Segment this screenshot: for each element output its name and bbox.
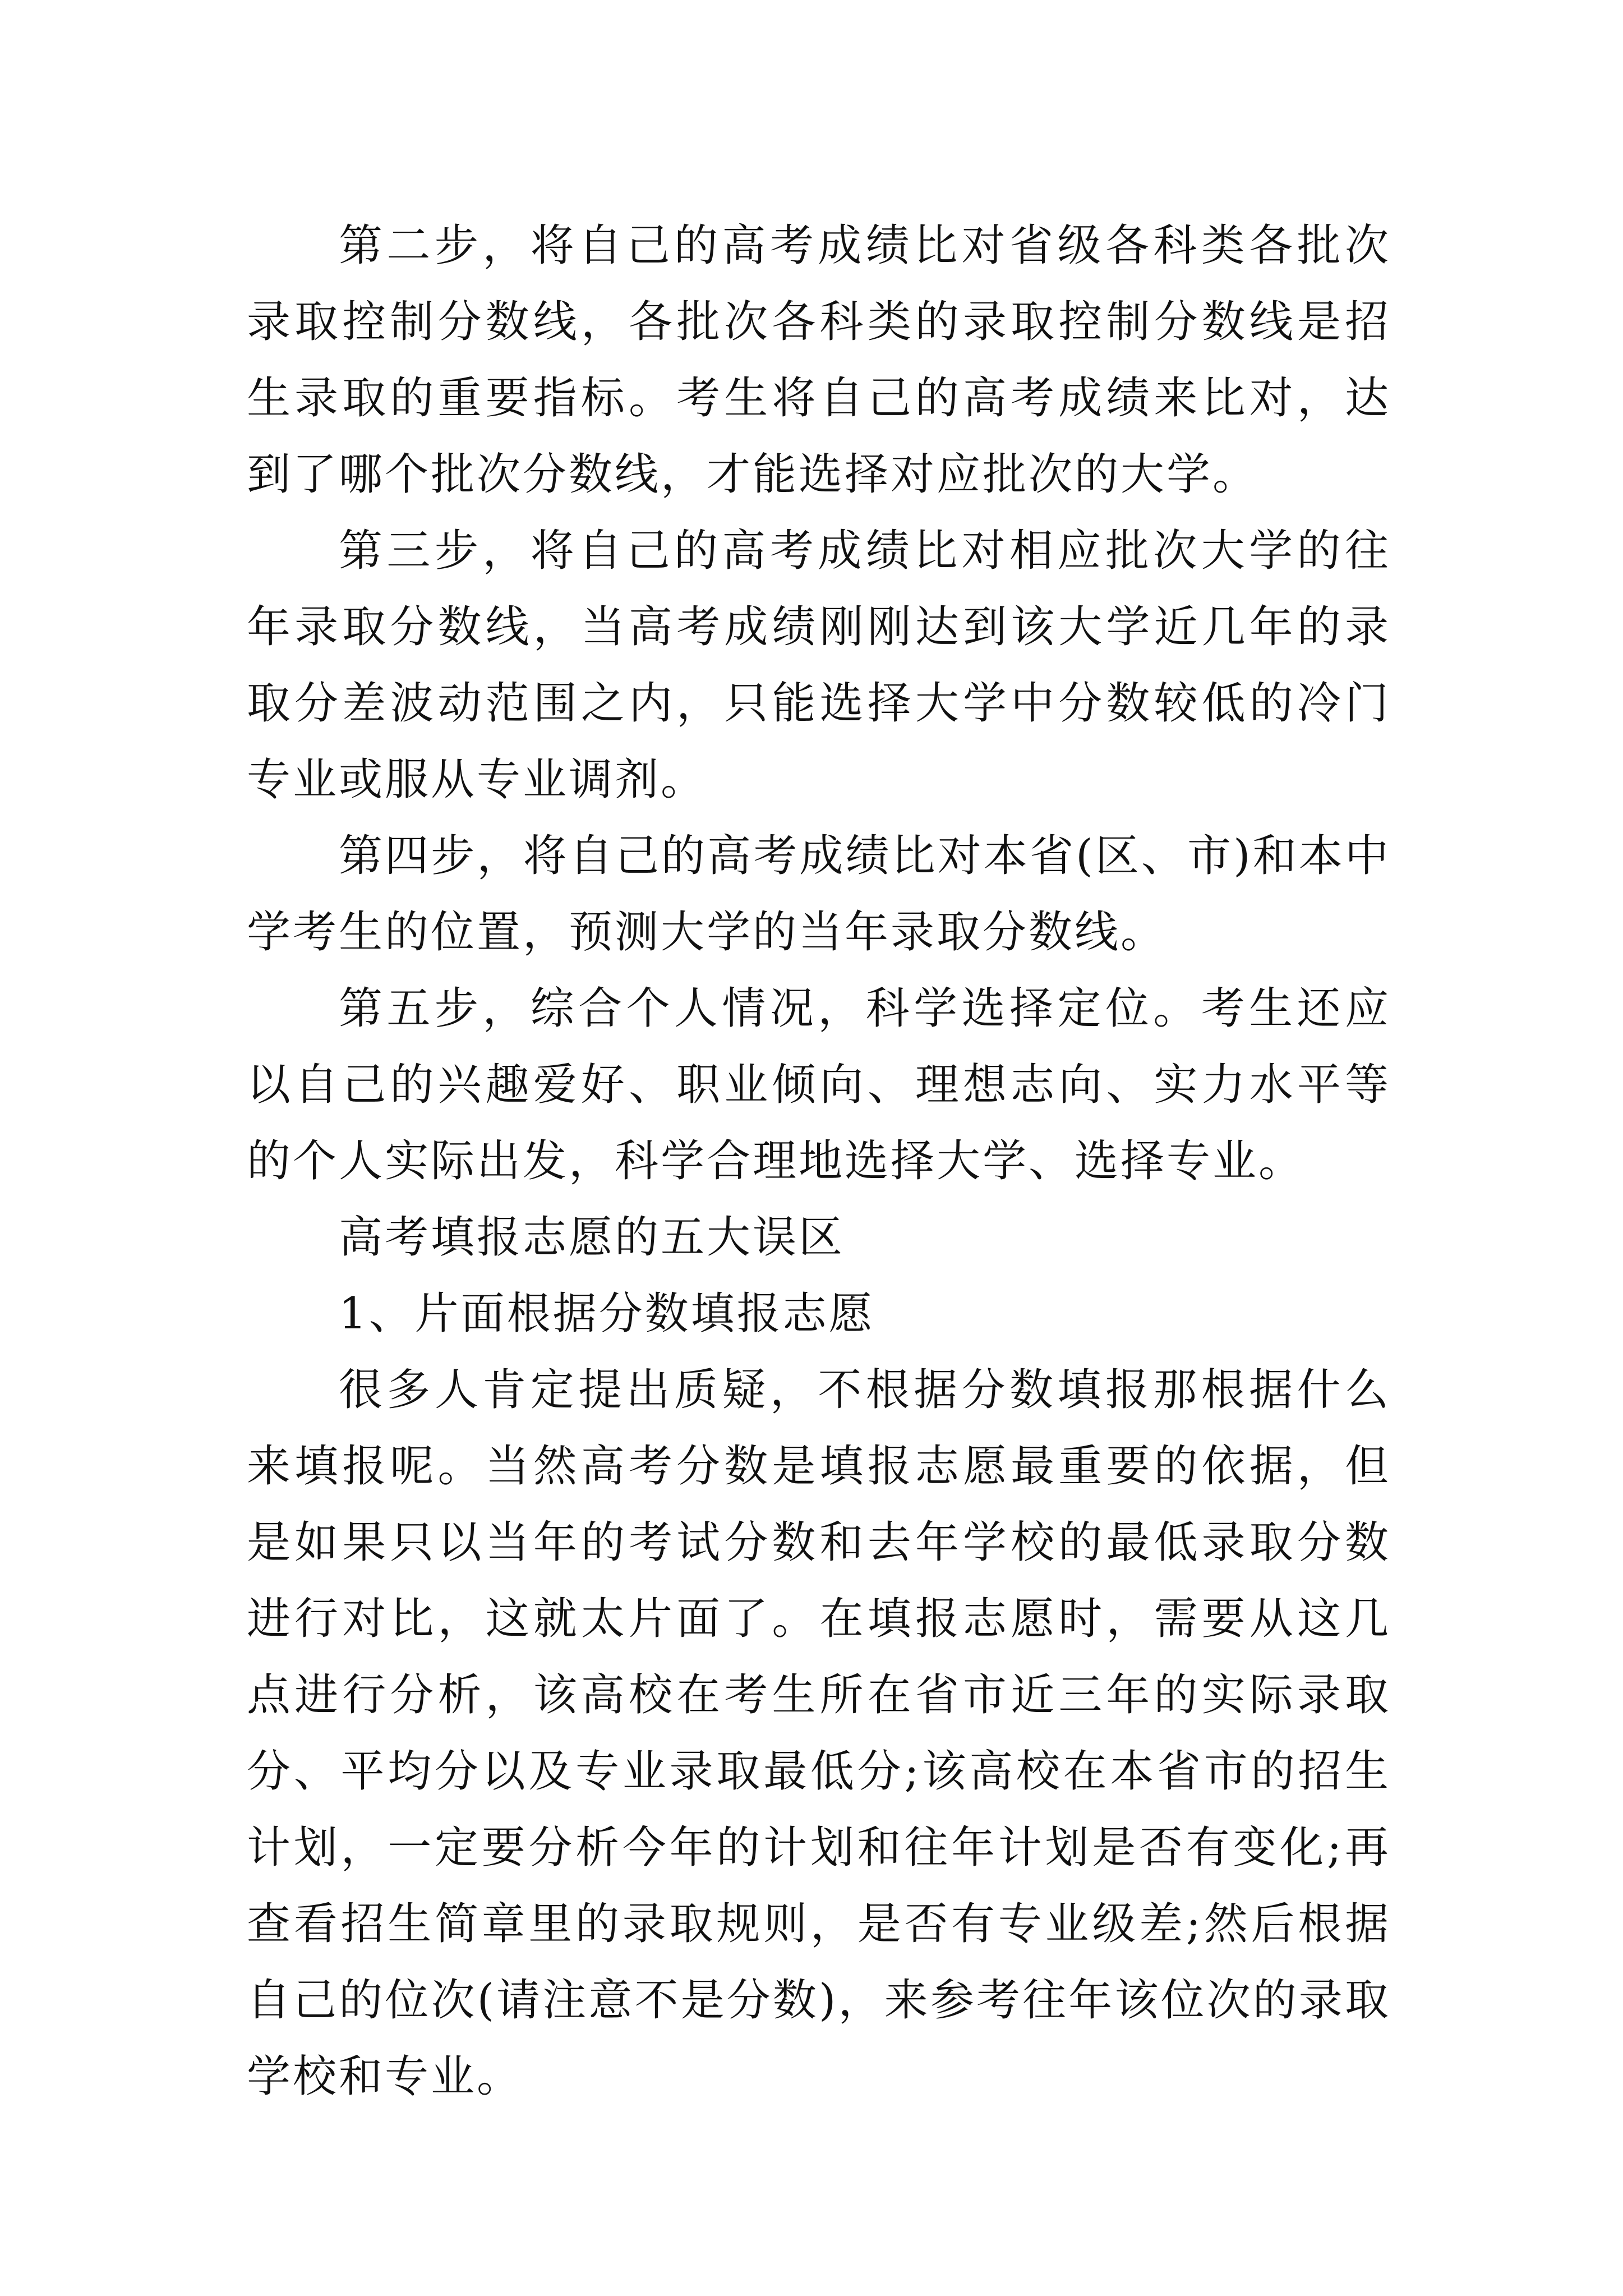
paragraph-step-five: 第五步，综合个人情况，科学选择定位。考生还应以自己的兴趣爱好、职业倾向、理想志向、实力水平等的个人实际出发，科学合理地选择大学、选择专业。	[247, 983, 1391, 1186]
section-heading: 高考填报志愿的五大误区	[339, 1212, 845, 1263]
paragraph-step-three: 第三步，将自己的高考成绩比对相应批次大学的往年录取分数线，当高考成绩刚刚达到该大学近几年的录取分差波动范围之内，只能选择大学中分数较低的冷门专业或服从专业调剂。	[247, 526, 1391, 805]
paragraph-step-two: 第二步，将自己的高考成绩比对省级各科类各批次录取控制分数线，各批次各科类的录取控制分数线是招生录取的重要指标。考生将自己的高考成绩来比对，达到了哪个批次分数线，才能选择对应批次的大学。	[247, 220, 1391, 500]
paragraph-step-four: 第四步，将自己的高考成绩比对本省(区、市)和本中学考生的位置，预测大学的当年录取分数线。	[247, 831, 1391, 958]
document-body	[247, 208, 1391, 2115]
paragraph-misconception-one: 很多人肯定提出质疑，不根据分数填报那根据什么来填报呢。当然高考分数是填报志愿最重要的依据，但是如果只以当年的考试分数和去年学校的最低录取分数进行对比，这就太片面了。在填报志愿时，需要从这几点进行分析，该高校在考生所在省市近三年的实际录取分、平均分以及专业录取最低分;该高校在本省市的招生计划，一定要分析今年的计划和往年计划是否有变化;再查看招生简章里的录取规则，是否有专业级差;然后根据自己的位次(请注意不是分数)，来参考往年该位次的录取学校和专业。	[247, 1365, 1391, 2102]
subheading-misconception-one: 1、片面根据分数填报志愿	[339, 1289, 875, 1339]
